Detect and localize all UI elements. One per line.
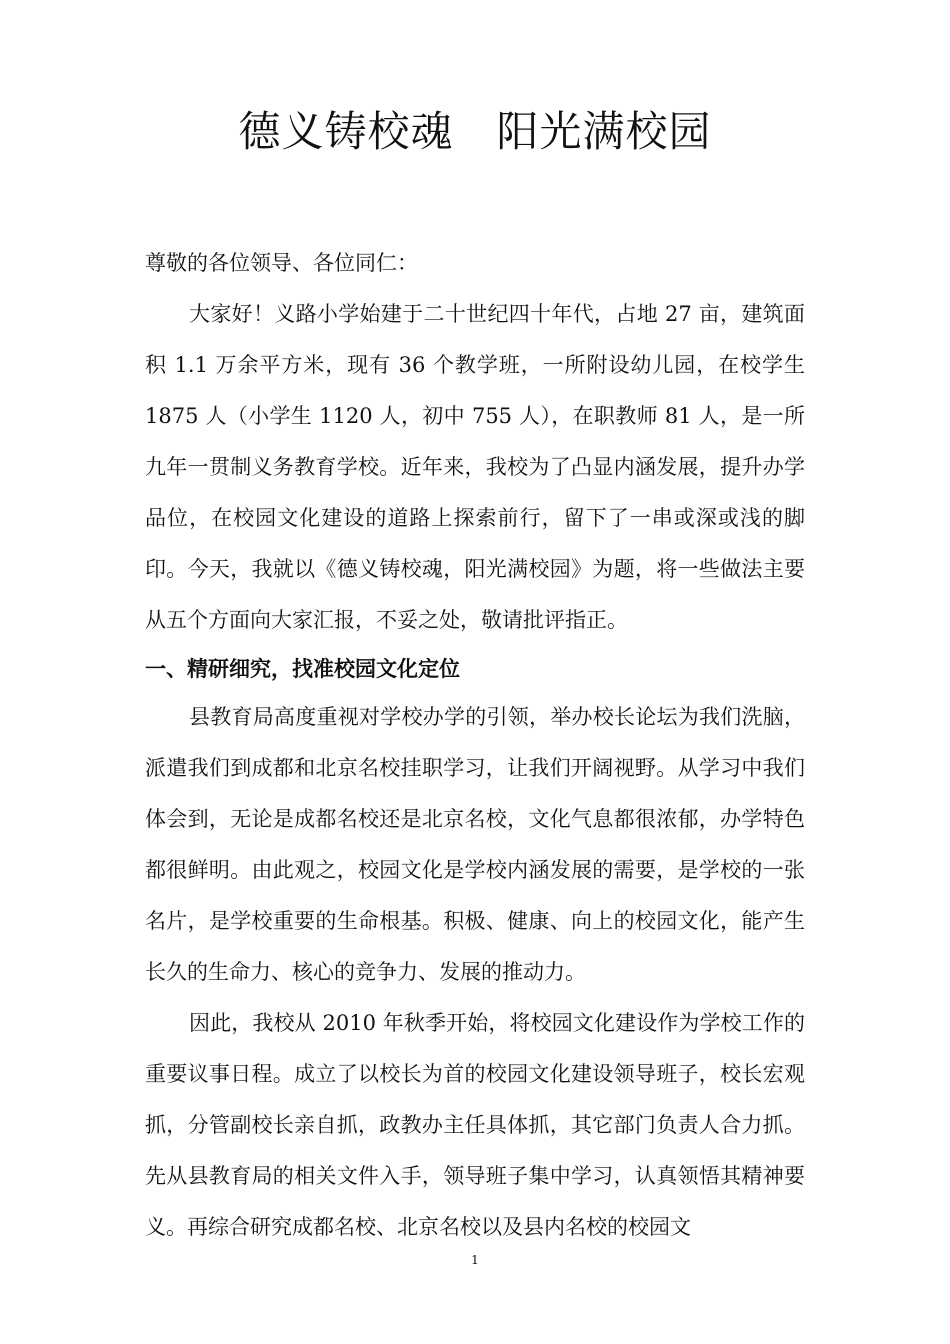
section1-paragraph-1: 县教育局高度重视对学校办学的引领，举办校长论坛为我们洗脑，派遣我们到成都和北京名校挂职学习，让我们开阔视野。从学习中我们体会到，无论是成都名校还是北京名校，文化气息都很浓郁，办学特色都很鲜明。由此观之，校园文化是学校内涵发展的需要，是学校的一张名片，是学校重要的生命根基。积极、健康、向上的校园文化，能产生长久的生命力、核心的竞争力、发展的推动力。 (145, 705, 805, 984)
salutation: 尊敬的各位领导、各位同仁： (145, 251, 418, 275)
page-number: 1 (471, 1253, 479, 1267)
section1-paragraph-2: 因此，我校从 2010 年秋季开始，将校园文化建设作为学校工作的重要议事日程。成立了以校长为首的校园文化建设领导班子，校长宏观抓，分管副校长亲自抓，政教办主任具体抓，其它部门负责人合力抓。先从县教育局的相关文件入手，领导班子集中学习，认真领悟其精神要义。再综合研究成都名校、北京名校以及县内名校的校园文 (145, 1011, 805, 1239)
document-title: 德义铸校魂 阳光满校园 (238, 107, 712, 156)
intro-paragraph: 大家好！义路小学始建于二十世纪四十年代，占地 27 亩，建筑面积 1.1 万余平方米，现有 36 个教学班，一所附设幼儿园，在校学生 1875 人（小学生 1120 人，初中 755 人），在职教师 81 人，是一所九年一贯制义务教育学校。近年来，我校为了凸显内涵发展，提升办学品位，在校园文化建设的道路上探索前行，留下了一串或深或浅的脚印。今天，我就以《德义铸校魂，阳光满校园》为题，将一些做法主要从五个方面向大家汇报，不妥之处，敬请批评指正。 (145, 302, 805, 632)
section-heading-1: 一、精研细究，找准校园文化定位 (145, 657, 460, 681)
document-body (145, 240, 805, 1253)
